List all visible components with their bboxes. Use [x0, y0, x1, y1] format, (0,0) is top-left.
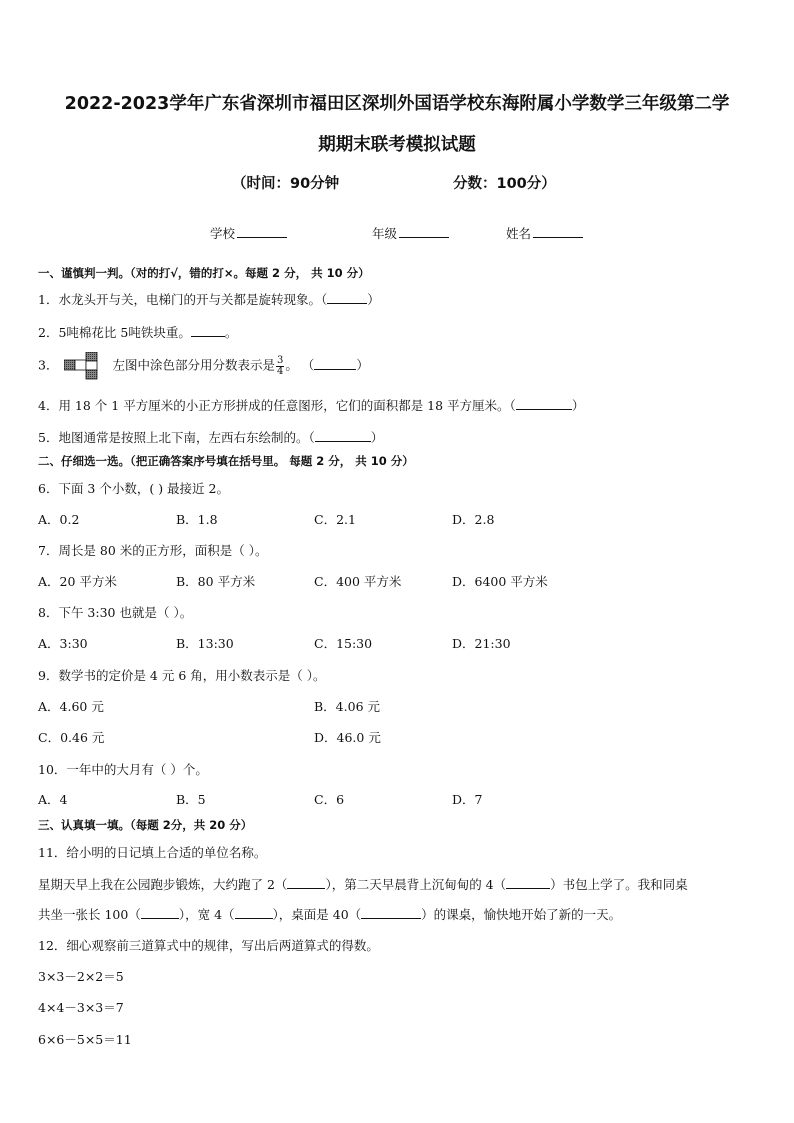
question-8-option-c[interactable]: C．15:30 [314, 636, 373, 651]
question-5-end: ） [370, 430, 384, 445]
question-11-part-a: 星期天早上我在公园跑步锻炼，大约跑了 2（ [38, 877, 288, 892]
question-4-end: ） [571, 398, 585, 413]
grade-field [372, 224, 449, 242]
equation-1: 3×3－2×2＝5 [38, 969, 124, 984]
question-3-blank[interactable] [314, 357, 356, 370]
question-3-end: ） [356, 357, 369, 373]
question-11-text: 11．给小明的日记填上合适的单位名称。 [38, 845, 267, 860]
question-1-blank[interactable] [327, 291, 367, 304]
question-5 [38, 428, 383, 446]
question-3-tail: 。 （ [285, 357, 315, 373]
question-10-option-d[interactable]: D．7 [452, 792, 483, 807]
question-11-blank-3[interactable] [141, 906, 179, 919]
question-2-blank[interactable] [191, 324, 225, 337]
question-3 [38, 352, 369, 380]
exam-title-line2: 期期末联考模拟试题 [318, 135, 476, 155]
exam-time: （时间：90分钟 [232, 176, 340, 192]
question-12-text: 12．细心观察前三道算式中的规律，写出后两道算式的得数。 [38, 938, 379, 953]
exam-title-line1: 2022-2023学年广东省深圳市福田区深圳外国语学校东海附属小学数学三年级第二学 [64, 94, 730, 114]
question-8-option-d[interactable]: D．21:30 [452, 636, 511, 651]
name-field [506, 224, 583, 242]
equation-2: 4×4－3×3＝7 [38, 1000, 124, 1015]
name-label: 姓名 [506, 226, 532, 241]
question-6-option-c[interactable]: C．2.1 [314, 512, 356, 527]
equation-3: 6×6－5×5＝11 [38, 1032, 132, 1047]
question-10-text: 10．一年中的大月有（ ）个。 [38, 762, 208, 777]
name-blank[interactable] [533, 227, 583, 238]
section-3-heading: 三、认真填一填。（每题 2分，共 20 分） [38, 818, 253, 832]
question-7-text: 7．周长是 80 米的正方形，面积是（ ）。 [38, 543, 268, 558]
section-1-heading: 一、谨慎判一判。（对的打√，错的打×。每题 2 分， 共 10 分） [38, 266, 370, 280]
question-9-option-c[interactable]: C．0.46 元 [38, 730, 105, 745]
question-2-text: 2．5吨棉花比 5吨铁块重。 [38, 325, 191, 340]
question-11-blank-4[interactable] [235, 906, 273, 919]
question-11-part-b: ），第二天早晨背上沉甸甸的 4（ [325, 877, 507, 892]
grade-blank[interactable] [399, 227, 449, 238]
question-7-option-d[interactable]: D．6400 平方米 [452, 574, 548, 589]
fraction-denominator: 4 [276, 365, 284, 377]
question-9-text: 9．数学书的定价是 4 元 6 角，用小数表示是（ ）。 [38, 668, 326, 683]
exam-score: 分数：100分） [453, 176, 556, 192]
question-3-prefix: 3． [38, 357, 59, 373]
question-6-option-b[interactable]: B．1.8 [176, 512, 218, 527]
question-7-option-b[interactable]: B．80 平方米 [176, 574, 256, 589]
question-11-blank-2[interactable] [506, 876, 550, 889]
question-11-blank-1[interactable] [287, 876, 325, 889]
question-6-option-a[interactable]: A．0.2 [38, 512, 80, 527]
school-label: 学校 [210, 226, 236, 241]
question-11-part-e: ），宽 4（ [178, 907, 235, 922]
question-11-part-c: ）书包上学了。我和同桌 [550, 877, 688, 892]
question-5-blank[interactable] [315, 429, 371, 442]
question-7-option-a[interactable]: A．20 平方米 [38, 574, 117, 589]
question-8-option-a[interactable]: A．3:30 [38, 636, 88, 651]
question-11-paragraph-2 [38, 905, 621, 923]
question-7-option-c[interactable]: C．400 平方米 [314, 574, 402, 589]
question-4 [38, 396, 584, 414]
question-2-end: 。 [224, 325, 238, 340]
question-1-text: 1．水龙头开与关，电梯门的开与关都是旋转现象。（ [38, 292, 328, 307]
question-10-option-a[interactable]: A．4 [38, 792, 68, 807]
question-1 [38, 290, 380, 308]
question-9-option-a[interactable]: A．4.60 元 [38, 699, 104, 714]
question-11-paragraph-1 [38, 875, 688, 893]
section-2-heading: 二、仔细选一选。（把正确答案序号填在括号里。 每题 2 分， 共 10 分） [38, 454, 414, 468]
question-10-option-b[interactable]: B．5 [176, 792, 206, 807]
question-8-text: 8．下午 3:30 也就是（ ）。 [38, 605, 193, 620]
question-6-option-d[interactable]: D．2.8 [452, 512, 495, 527]
question-4-blank[interactable] [516, 397, 572, 410]
question-2 [38, 323, 237, 341]
question-10-option-c[interactable]: C．6 [314, 792, 345, 807]
question-3-text: 左图中涂色部分用分数表示是 [112, 357, 275, 373]
fraction-three-quarters [276, 356, 284, 377]
question-8-option-b[interactable]: B．13:30 [176, 636, 234, 651]
fraction-numerator: 3 [276, 354, 284, 366]
question-11-part-f: ），桌面是 40（ [272, 907, 362, 922]
question-4-text: 4．用 18 个 1 平方厘米的小正方形拼成的任意图形，它们的面积都是 18 平方厘米。（ [38, 398, 516, 413]
shaded-squares-figure [64, 352, 110, 380]
school-blank[interactable] [237, 227, 287, 238]
question-11-blank-5[interactable] [361, 906, 421, 919]
question-6-text: 6．下面 3 个小数，( ) 最接近 2。 [38, 481, 229, 496]
school-field [210, 224, 287, 242]
question-5-text: 5．地图通常是按照上北下南，左西右东绘制的。（ [38, 430, 315, 445]
question-9-option-d[interactable]: D．46.0 元 [314, 730, 381, 745]
question-9-option-b[interactable]: B．4.06 元 [314, 699, 380, 714]
question-11-part-g: ）的课桌，愉快地开始了新的一天。 [421, 907, 622, 922]
question-11-part-d: 共坐一张长 100（ [38, 907, 141, 922]
question-1-end: ） [367, 292, 380, 307]
grade-label: 年级 [372, 226, 398, 241]
